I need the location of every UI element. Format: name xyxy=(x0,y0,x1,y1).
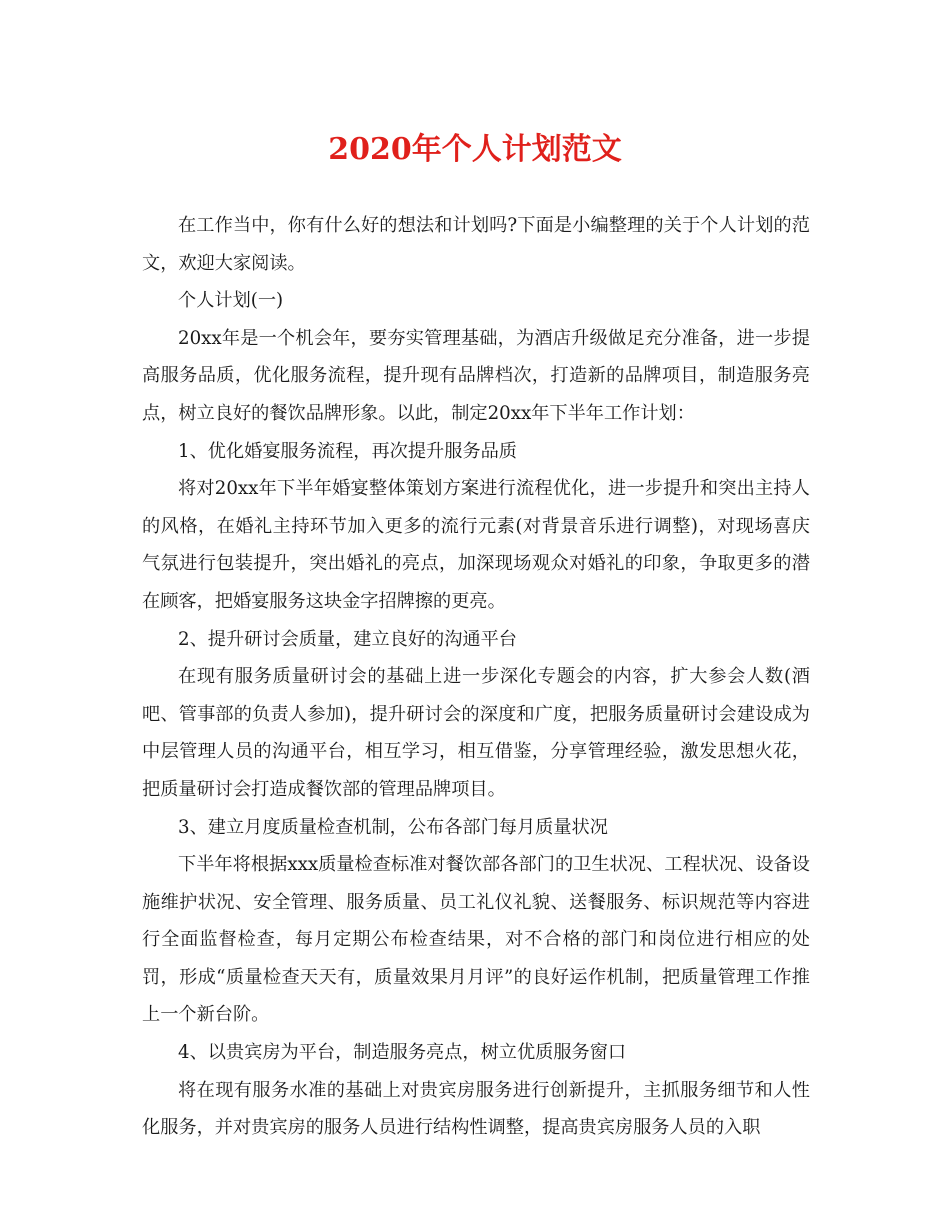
body-paragraph: 20xx年是一个机会年，要夯实管理基础，为酒店升级做足充分准备，进一步提高服务品质，优化服务流程，提升现有品牌档次，打造新的品牌项目，制造服务亮点，树立良好的餐饮品牌形象。以此，制定20xx年下半年工作计划： xyxy=(142,327,810,424)
section-heading: 个人计划(一) xyxy=(178,290,284,312)
body-paragraph: 将对20xx年下半年婚宴整体策划方案进行流程优化，进一步提升和突出主持人的风格，在婚礼主持环节加入更多的流行元素(对背景音乐进行调整)，对现场喜庆气氛进行包装提升，突出婚礼的亮点，加深现场观众对婚礼的印象，争取更多的潜在顾客，把婚宴服务这块金字招牌擦的更亮。 xyxy=(142,478,810,612)
document-body xyxy=(142,207,810,1147)
item-heading: 3、建立月度质量检查机制，公布各部门每月质量状况 xyxy=(178,816,608,838)
document-title: 2020年个人计划范文 xyxy=(328,132,622,167)
body-paragraph: 在现有服务质量研讨会的基础上进一步深化专题会的内容，扩大参会人数(酒吧、管事部的负责人参加)，提升研讨会的深度和广度，把服务质量研讨会建设成为中层管理人员的沟通平台，相互学习，相互借鉴，分享管理经验，激发思想火花，把质量研讨会打造成餐饮部的管理品牌项目。 xyxy=(142,666,810,800)
item-heading: 4、以贵宾房为平台，制造服务亮点，树立优质服务窗口 xyxy=(178,1042,627,1064)
item-heading: 1、优化婚宴服务流程，再次提升服务品质 xyxy=(178,440,517,462)
body-paragraph: 下半年将根据xxx质量检查标准对餐饮部各部门的卫生状况、工程状况、设备设施维护状况、安全管理、服务质量、员工礼仪礼貌、送餐服务、标识规范等内容进行全面监督检查，每月定期公布检查结果，对不合格的部门和岗位进行相应的处罚，形成“质量检查天天有，质量效果月月评”的良好运作机制，把质量管理工作推上一个新台阶。 xyxy=(142,854,810,1026)
item-heading: 2、提升研讨会质量，建立良好的沟通平台 xyxy=(178,628,517,650)
intro-paragraph: 在工作当中，你有什么好的想法和计划吗?下面是小编整理的关于个人计划的范文，欢迎大家阅读。 xyxy=(142,215,810,274)
body-paragraph: 将在现有服务水准的基础上对贵宾房服务进行创新提升，主抓服务细节和人性化服务，并对贵宾房的服务人员进行结构性调整，提高贵宾房服务人员的入职 xyxy=(142,1079,810,1139)
